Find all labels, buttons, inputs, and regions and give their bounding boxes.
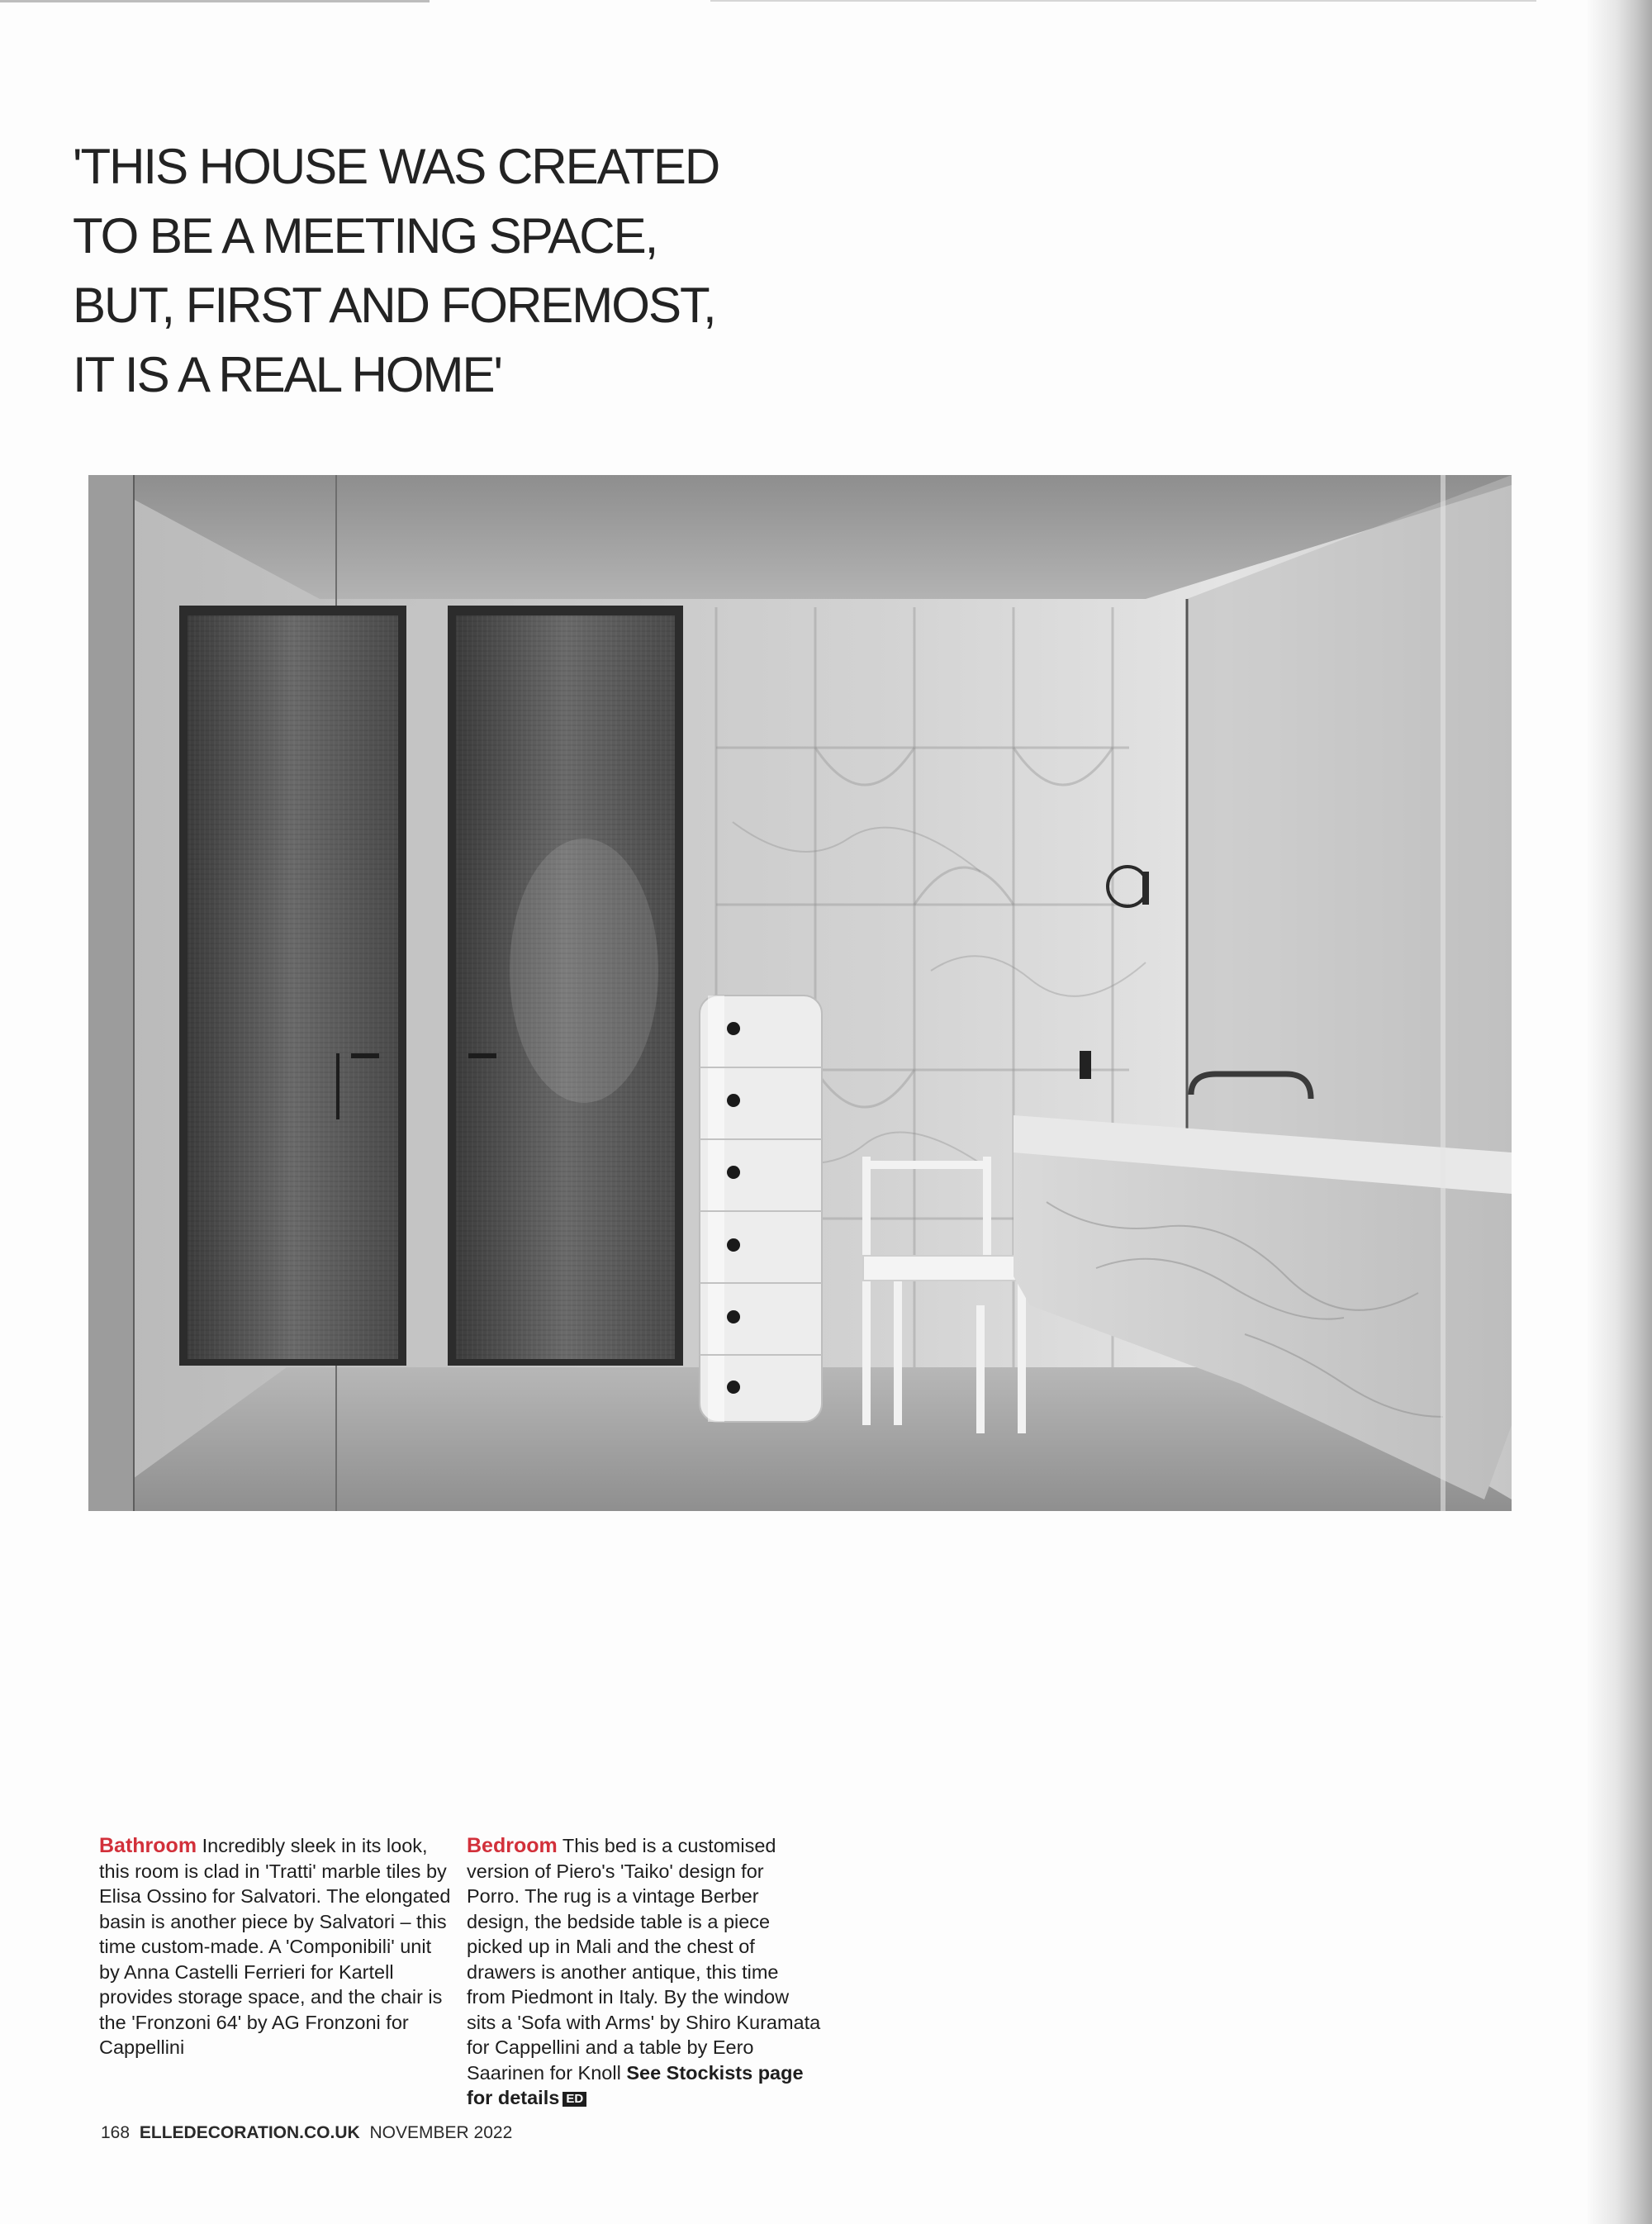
bathroom-photo: [88, 475, 1512, 1511]
pull-quote-line: 'THIS HOUSE WAS CREATED: [73, 139, 719, 194]
mirror-panel: [1187, 475, 1512, 1243]
pull-quote-line: TO BE A MEETING SPACE,: [73, 208, 657, 264]
bathroom-illustration: [88, 475, 1512, 1511]
door-handle-right: [468, 1053, 496, 1058]
tap-control: [1080, 1051, 1091, 1079]
caption-body-bathroom: Incredibly sleek in its look, this room is clad in 'Tratti' marble tiles by Elisa Ossino for Salvatori. The elongated basin is another piece by Salvatori – this time custom-made. A 'Componibili' unit by Anna Castelli Ferrieri for Kartell provides storage space, and the chair is the 'Fronzoni 64' by AG Fronzoni for Cappellini: [99, 1835, 451, 2058]
issue-date: NOVEMBER 2022: [369, 2123, 513, 2142]
ed-end-mark: ED: [563, 2092, 586, 2107]
page-gutter-shadow: [1588, 0, 1652, 2224]
caption-bedroom: [467, 1833, 822, 2111]
stockists-note: See Stockists page for details: [467, 2061, 804, 2108]
pull-quote: [73, 132, 783, 410]
marble-pillar: [406, 606, 448, 1366]
door-handle-left: [351, 1053, 379, 1058]
left-mirror-edge: [88, 475, 134, 1511]
caption-body-bedroom: This bed is a customised version of Piero's 'Taiko' design for Porro. The rug is a vintage Berber design, the bedside table is a piece picked up in Mali and the chest of drawers is another antique, this time from Piedmont in Italy. By the window sits a 'Sofa with Arms' by Shiro Kuramata for Cappellini and a table by Eero Saarinen for Knoll: [467, 1835, 821, 2084]
caption-bathroom: [99, 1833, 454, 2060]
site-name: ELLEDECORATION.CO.UK: [139, 2123, 360, 2142]
componibili-storage-unit: [700, 996, 822, 1422]
pull-quote-line: BUT, FIRST AND FOREMOST,: [73, 278, 715, 333]
pull-quote-line: IT IS A REAL HOME': [73, 347, 501, 402]
caption-lead-bathroom: Bathroom: [99, 1834, 197, 1857]
top-edge-rule: [0, 0, 430, 2]
page-number: 168: [101, 2123, 131, 2142]
top-edge-rule-secondary: [710, 0, 1536, 2]
page-folio: [101, 2123, 512, 2143]
caption-lead-bedroom: Bedroom: [467, 1834, 558, 1857]
